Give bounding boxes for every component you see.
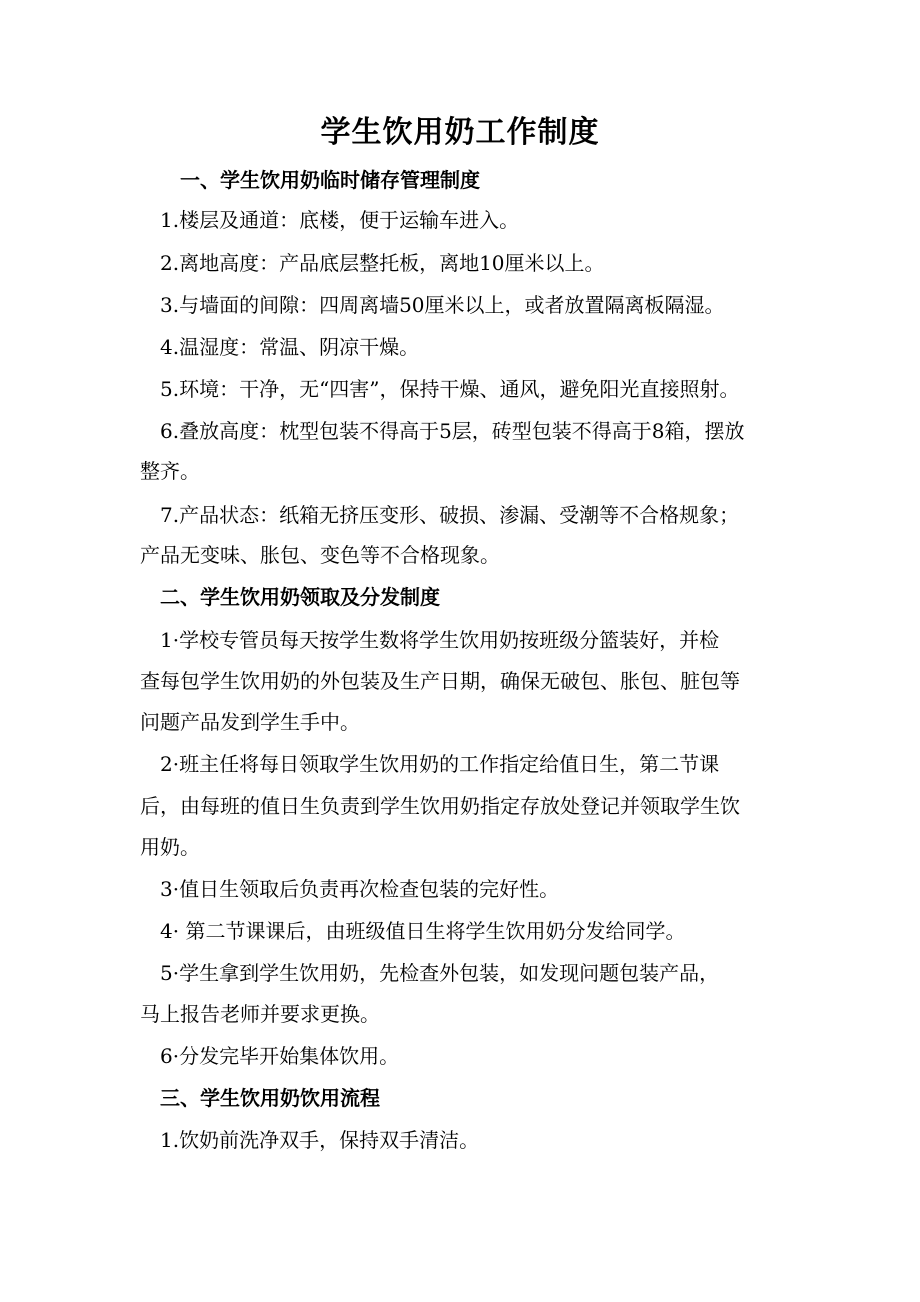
distribution-item-2-line1: 2·班主任将每日领取学生饮用奶的工作指定给值日生，第二节课 xyxy=(160,752,720,776)
section-heading-drinking: 三、学生饮用奶饮用流程 xyxy=(160,1086,380,1110)
distribution-item-5-line2: 马上报告老师并要求更换。 xyxy=(140,1002,380,1026)
storage-item-6-line1: 6.叠放高度：枕型包装不得高于5层，砖型包装不得高于8箱，摆放 xyxy=(160,419,745,443)
storage-item-2: 2.离地高度：产品底层整托板，离地10厘米以上。 xyxy=(160,251,605,275)
storage-item-5: 5.环境：干净，无“四害”，保持干燥、通风，避免阳光直接照射。 xyxy=(160,377,740,401)
distribution-item-4: 4· 第二节课课后，由班级值日生将学生饮用奶分发给同学。 xyxy=(160,919,686,943)
storage-item-4: 4.温湿度：常温、阴凉干燥。 xyxy=(160,335,420,359)
storage-item-6-line2: 整齐。 xyxy=(140,459,200,483)
section-heading-distribution: 二、学生饮用奶领取及分发制度 xyxy=(160,585,440,609)
distribution-item-3: 3·值日生领取后负责再次检查包装的完好性。 xyxy=(160,877,560,901)
drinking-item-1: 1.饮奶前洗净双手，保持双手清洁。 xyxy=(160,1128,480,1152)
distribution-item-1-line1: 1·学校专管员每天按学生数将学生饮用奶按班级分篮装好，并检 xyxy=(160,628,720,652)
storage-item-1: 1.楼层及通道：底楼，便于运输车进入。 xyxy=(160,208,520,232)
section-heading-storage: 一、学生饮用奶临时储存管理制度 xyxy=(180,168,480,192)
distribution-item-1-line2: 查每包学生饮用奶的外包装及生产日期，确保无破包、胀包、脏包等 xyxy=(140,669,740,693)
distribution-item-6: 6·分发完毕开始集体饮用。 xyxy=(160,1044,400,1068)
document-title: 学生饮用奶工作制度 xyxy=(320,115,600,150)
storage-item-7-line2: 产品无变味、胀包、变色等不合格现象。 xyxy=(140,543,500,567)
storage-item-7-line1: 7.产品状态：纸箱无挤压变形、破损、渗漏、受潮等不合格规象； xyxy=(160,503,740,527)
storage-item-3: 3.与墙面的间隙：四周离墙50厘米以上，或者放置隔离板隔湿。 xyxy=(160,293,725,317)
distribution-item-5-line1: 5·学生拿到学生饮用奶，先检查外包装，如发现问题包装产品， xyxy=(160,961,720,985)
distribution-item-2-line3: 用奶。 xyxy=(140,835,200,859)
distribution-item-2-line2: 后，由每班的值日生负责到学生饮用奶指定存放处登记并领取学生饮 xyxy=(140,794,740,818)
distribution-item-1-line3: 问题产品发到学生手中。 xyxy=(140,710,360,734)
